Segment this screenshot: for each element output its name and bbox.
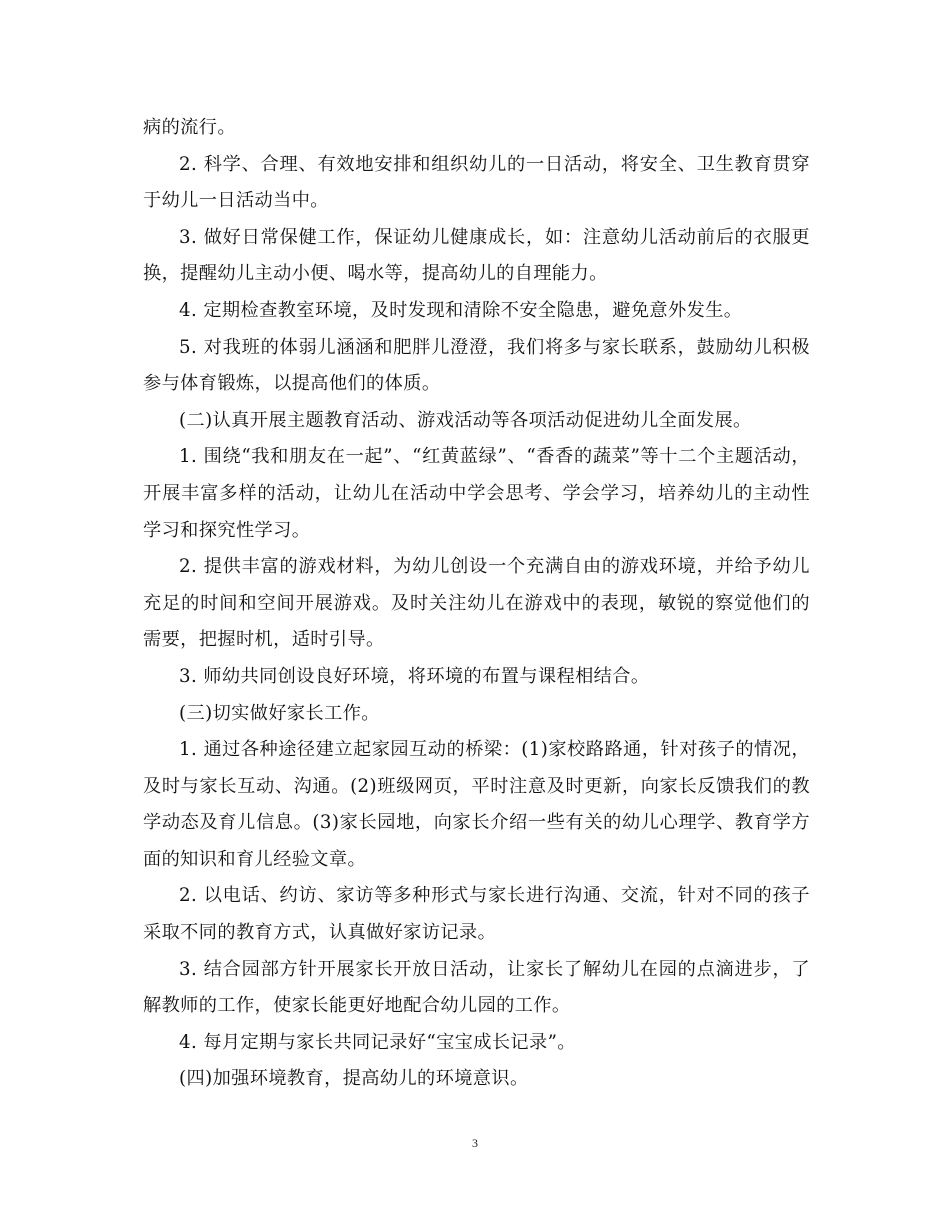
paragraph-item-3-environment: 3. 师幼共同创设良好环境，将环境的布置与课程相结合。	[179, 665, 650, 687]
paragraph-item-2-games: 2. 提供丰富的游戏材料，为幼儿创设一个充满自由的游戏环境，并给予幼儿充足的时间和空间开展游戏。及时关注幼儿在游戏中的表现，敏锐的察觉他们的需要，把握时机，适时引导。	[143, 556, 810, 651]
paragraph-item-1-themes: 1. 围绕“我和朋友在一起”、“红黄蓝绿”、“香香的蔬菜”等十二个主题活动，开展丰富多样的活动，让幼儿在活动中学会思考、学会学习，培养幼儿的主动性学习和探究性学习。	[143, 446, 810, 541]
paragraph-item-2-communication: 2. 以电话、约访、家访等多种形式与家长进行沟通、交流，针对不同的孩子采取不同的教育方式，认真做好家访记录。	[143, 885, 810, 944]
section-heading-3: (三)切实做好家长工作。	[179, 702, 380, 724]
paragraph-item-4-inspection: 4. 定期检查教室环境，及时发现和清除不安全隐患，避免意外发生。	[179, 299, 743, 321]
page-number: 3	[472, 1136, 478, 1150]
paragraph-item-2-safety: 2. 科学、合理、有效地安排和组织幼儿的一日活动，将安全、卫生教育贯穿于幼儿一日活动当中。	[143, 153, 810, 212]
paragraph-item-3-healthcare: 3. 做好日常保健工作，保证幼儿健康成长，如：注意幼儿活动前后的衣服更换，提醒幼儿主动小便、喝水等，提高幼儿的自理能力。	[143, 226, 810, 285]
paragraph-continuation: 病的流行。	[143, 117, 236, 138]
section-heading-4: (四)加强环境教育，提高幼儿的环境意识。	[179, 1068, 529, 1090]
paragraph-item-3-open-day: 3. 结合园部方针开展家长开放日活动，让家长了解幼儿在园的点滴进步，了解教师的工作，使家长能更好地配合幼儿园的工作。	[143, 958, 810, 1017]
section-heading-2: (二)认真开展主题教育活动、游戏活动等各项活动促进幼儿全面发展。	[179, 409, 752, 431]
document-body	[143, 110, 810, 1098]
paragraph-item-4-growth-record: 4. 每月定期与家长共同记录好“宝宝成长记录”。	[179, 1031, 576, 1053]
paragraph-item-1-home-school: 1. 通过各种途径建立起家园互动的桥梁：(1)家校路路通，针对孩子的情况，及时与家长互动、沟通。(2)班级网页，平时注意及时更新，向家长反馈我们的教学动态及育儿信息。(3)家长园地，向家长介绍一些有关的幼儿心理学、教育学方面的知识和育儿经验文章。	[143, 739, 810, 870]
paragraph-item-5-exercise: 5. 对我班的体弱儿涵涵和肥胖儿澄澄，我们将多与家长联系，鼓励幼儿积极参与体育锻炼，以提高他们的体质。	[143, 336, 810, 395]
